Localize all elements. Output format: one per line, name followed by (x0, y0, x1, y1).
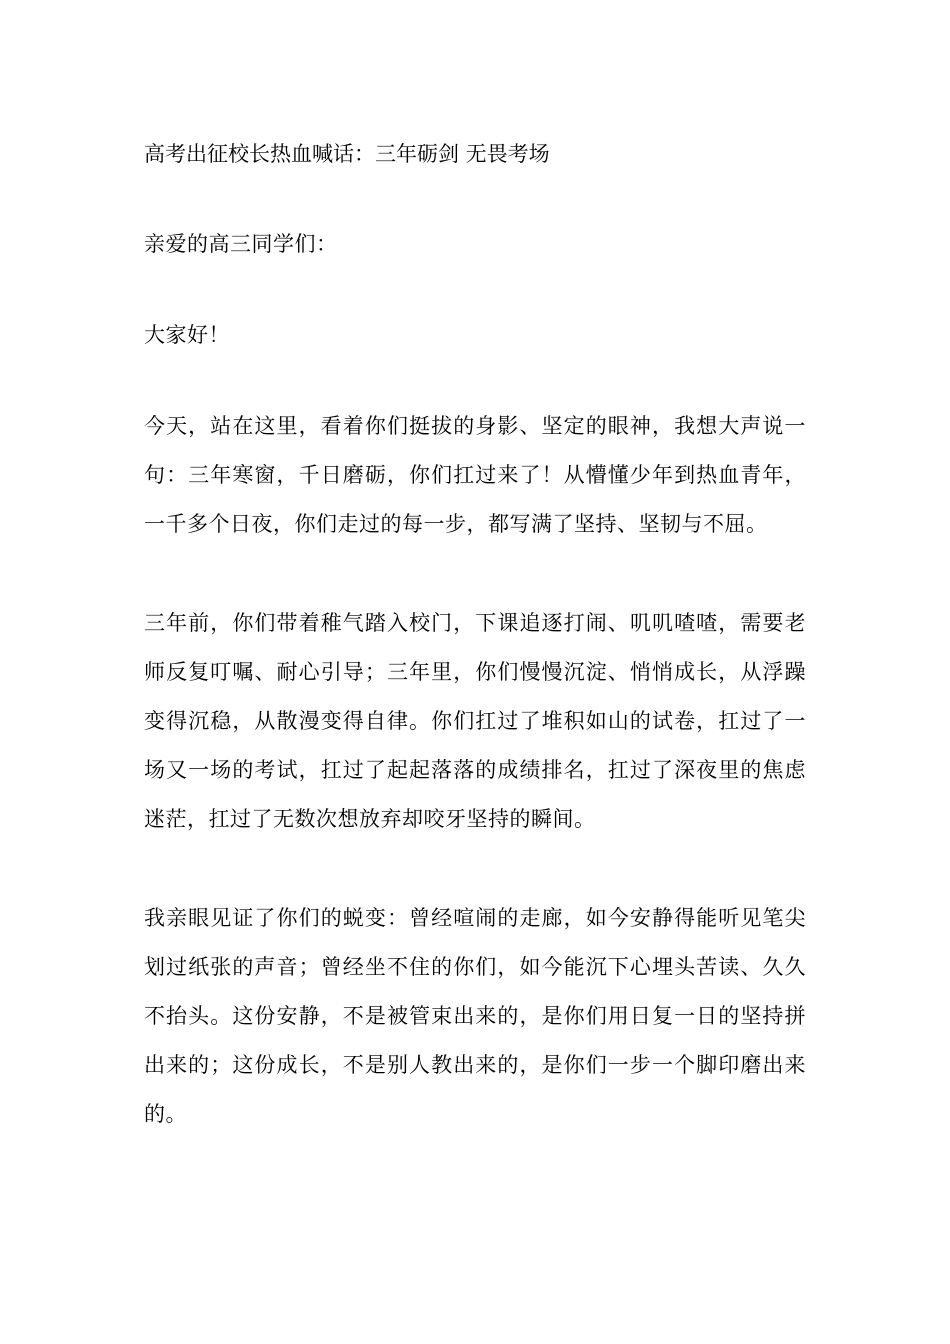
document-body (144, 130, 806, 1139)
paragraph: 我亲眼见证了你们的蜕变：曾经喧闹的走廊，如今安静得能听见笔尖划过纸张的声音；曾经坐不住的你们，如今能沉下心埋头苦读、久久不抬头。这份安静，不是被管束出来的，是你们用日复一日的坚持拼出来的；这份成长，不是别人教出来的，是你们一步一个脚印磨出来的。 (144, 906, 806, 1126)
document-title: 高考出征校长热血喊话：三年砺剑 无畏考场 (144, 142, 550, 166)
paragraph: 今天，站在这里，看着你们挺拔的身影、坚定的眼神，我想大声说一句：三年寒窗，千日磨砺，你们扛过来了！从懵懂少年到热血青年，一千多个日夜，你们走过的每一步，都写满了坚持、坚韧与不屈。 (144, 414, 806, 536)
salutation: 亲爱的高三同学们： (144, 232, 338, 256)
paragraph: 三年前，你们带着稚气踏入校门，下课追逐打闹、叽叽喳喳，需要老师反复叮嘱、耐心引导；三年里，你们慢慢沉淀、悄悄成长，从浮躁变得沉稳，从散漫变得自律。你们扛过了堆积如山的试卷，扛过了一场又一场的考试，扛过了起起落落的成绩排名，扛过了深夜里的焦虑迷茫，扛过了无数次想放弃却咬牙坚持的瞬间。 (144, 611, 806, 831)
greeting: 大家好！ (144, 323, 230, 347)
